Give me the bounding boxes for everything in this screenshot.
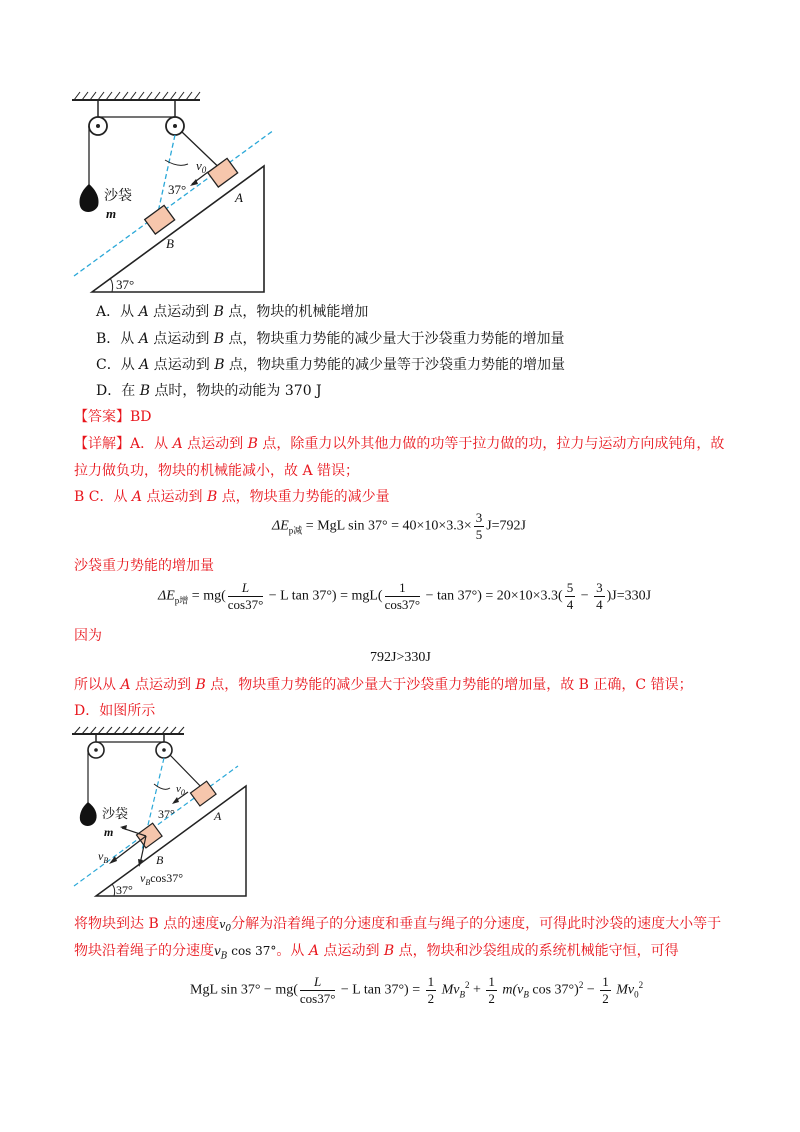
point-b-label: B: [166, 236, 174, 251]
option-d: D．在 B 点时，物块的动能为 370 J: [96, 383, 322, 399]
formula-potential-decrease: $\Delta E_{p减}$ = MgL sin 37° = 40×10×3.3× $\frac{3}{5}$ J=792J: [272, 510, 526, 542]
detail-line-3: B C．从 A 点运动到 B 点，物块重力势能的减少量: [74, 489, 390, 505]
figure-2-diagram: [62, 724, 252, 904]
detail-line-8: 将物块到达 B 点的速度$v_0$分解为沿着绳子的分速度和垂直与绳子的分速度，可得此时沙袋的速度大小等于: [74, 916, 722, 935]
vb-label: $v_B$: [98, 849, 109, 865]
mass-label: m: [106, 206, 117, 221]
angle-base-label: 37°: [116, 277, 135, 292]
point-b-label-2: B: [156, 853, 164, 867]
option-b: B．从 A 点运动到 B 点，物块重力势能的减少量大于沙袋重力势能的增加量: [96, 331, 565, 347]
formula-potential-increase: $\Delta E_{p增} = mg$( $\frac{L}{\cos 37^\circ}$ − L tan 37°) = mgL( $\frac{1}{\cos 37^\circ}$ − tan 37°) = 20×10×3.3( $\frac{5}{4}$ − $\frac{3}{4}$ )J=330J: [158, 580, 652, 612]
sandbag-label-2: 沙袋: [102, 806, 129, 821]
point-a-label-2: A: [214, 809, 222, 823]
detail-line-1: 【详解】A．从 A 点运动到 B 点，除重力以外其他力做的功等于拉力做的功，拉力与运动方向成钝角，故: [74, 436, 725, 452]
figure-1-diagram: [60, 88, 290, 298]
angle-base-label-2: 37°: [116, 883, 133, 897]
detail-line-6: 所以从 A 点运动到 B 点，物块重力势能的减少量大于沙袋重力势能的增加量，故 B 正确，C 错误；: [74, 677, 693, 693]
answer-line: 【答案】BD: [74, 409, 152, 425]
detail-line-9: 物块沿着绳子的分速度$v_B$ cos 37°。从 A 点运动到 B 点，物块和沙袋组成的系统机械能守恒，可得: [74, 943, 679, 962]
sandbag-shape: [79, 184, 98, 212]
sandbag-label: 沙袋: [104, 189, 132, 204]
angle-rope-label-2: 37°: [158, 807, 175, 821]
v0-label: $v_0$: [196, 158, 207, 175]
angle-rope-label: 37°: [168, 182, 187, 197]
block-a: [208, 158, 238, 187]
block-b-2: [136, 823, 162, 848]
v0-label-2: $v_0$: [176, 783, 185, 797]
sandbag-shape-2: [80, 802, 97, 826]
detail-line-2: 拉力做负功，物块的机械能减小，故 A 错误；: [74, 463, 360, 479]
detail-line-4: 沙袋重力势能的增加量: [74, 558, 214, 574]
option-c: C．从 A 点运动到 B 点，物块重力势能的减少量等于沙袋重力势能的增加量: [96, 357, 565, 373]
formula-energy-conservation: MgL sin 37° − mg( $\frac{L}{\cos 37^\circ}$ − L tan 37°) = $\frac{1}{2}$ $Mv_B^2$ + $\frac{1}{2}$ $m(v_B$ cos 37°)$^2$ − $\frac{1}{2}$ $Mv_0^2$: [190, 974, 644, 1006]
vbcos-label: $v_B\cos 37^\circ$: [140, 871, 184, 887]
detail-line-7: D．如图所示: [74, 703, 156, 719]
mass-label-2: m: [104, 825, 114, 839]
block-b: [145, 205, 175, 234]
option-a: A．从 A 点运动到 B 点，物块的机械能增加: [96, 304, 369, 320]
point-a-label: A: [235, 190, 243, 205]
detail-line-5: 因为: [74, 628, 102, 644]
compare-expression: 792J>330J: [370, 650, 431, 665]
